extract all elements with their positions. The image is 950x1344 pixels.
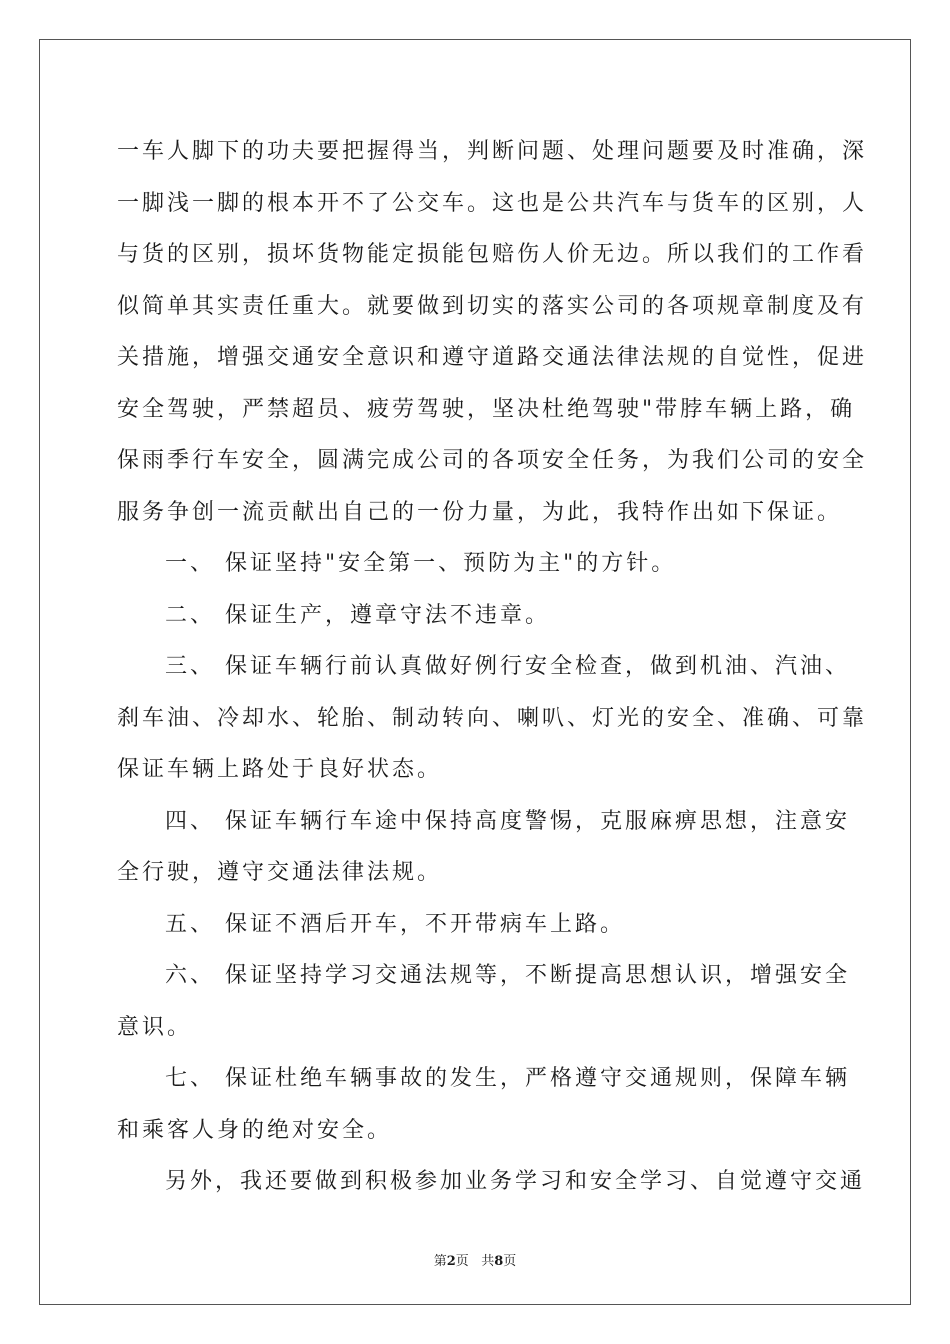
text-line: 保雨季行车安全，圆满完成公司的各项安全任务，为我们公司的安全: [117, 448, 868, 473]
text-line: 关措施，增强交通安全意识和遵守道路交通法律法规的自觉性，促进: [117, 345, 868, 370]
text-line: 全行驶，遵守交通法律法规。: [117, 860, 443, 885]
text-line: 五、 保证不酒后开车，不开带病车上路。: [165, 911, 625, 937]
text-line: 安全驾驶，严禁超员、疲劳驾驶，坚决杜绝驾驶"带脖车辆上路，确: [117, 396, 856, 422]
page-footer: [0, 1250, 950, 1269]
text-line: 三、 保证车辆行前认真做好例行安全检查，做到机油、汽油、: [165, 654, 850, 679]
total-prefix: 共: [481, 1254, 495, 1269]
page-total: 8: [494, 1254, 504, 1269]
text-line: 和乘客人身的绝对安全。: [117, 1117, 393, 1143]
text-line: 七、 保证杜绝车辆事故的发生，严格遵守交通规则，保障车辆: [165, 1066, 850, 1091]
text-line: 一车人脚下的功夫要把握得当，判断问题、处理问题要及时准确，深: [117, 139, 868, 164]
document-body: [117, 126, 868, 1208]
text-line: 四、 保证车辆行车途中保持高度警惕，克服麻痹思想，注意安: [165, 808, 850, 834]
page-current: 2: [446, 1254, 456, 1269]
page-prefix: 第: [433, 1254, 447, 1269]
text-line: 似简单其实责任重大。就要做到切实的落实公司的各项规章制度及有: [117, 293, 868, 319]
text-line: 与货的区别，损坏货物能定损能包赔伤人价无边。所以我们的工作看: [117, 242, 868, 267]
text-line: 意识。: [117, 1014, 193, 1040]
page-suffix: 页: [455, 1254, 469, 1269]
text-line: 保证车辆上路处于良好状态。: [117, 757, 443, 782]
text-line: 六、 保证坚持学习交通法规等，不断提高思想认识，增强安全: [165, 963, 850, 988]
text-line: 刹车油、冷却水、轮胎、制动转向、喇叭、灯光的安全、准确、可靠: [117, 705, 868, 731]
text-line: 另外，我还要做到积极参加业务学习和安全学习、自觉遵守交通: [165, 1169, 866, 1194]
text-line: 服务争创一流贡献出自己的一份力量，为此，我特作出如下保证。: [117, 499, 843, 525]
text-line: 二、 保证生产，遵章守法不违章。: [165, 602, 550, 628]
text-line: 一脚浅一脚的根本开不了公交车。这也是公共汽车与货车的区别，人: [117, 190, 868, 216]
total-suffix: 页: [503, 1254, 517, 1269]
text-line: 一、 保证坚持"安全第一、预防为主"的方针。: [165, 551, 677, 576]
